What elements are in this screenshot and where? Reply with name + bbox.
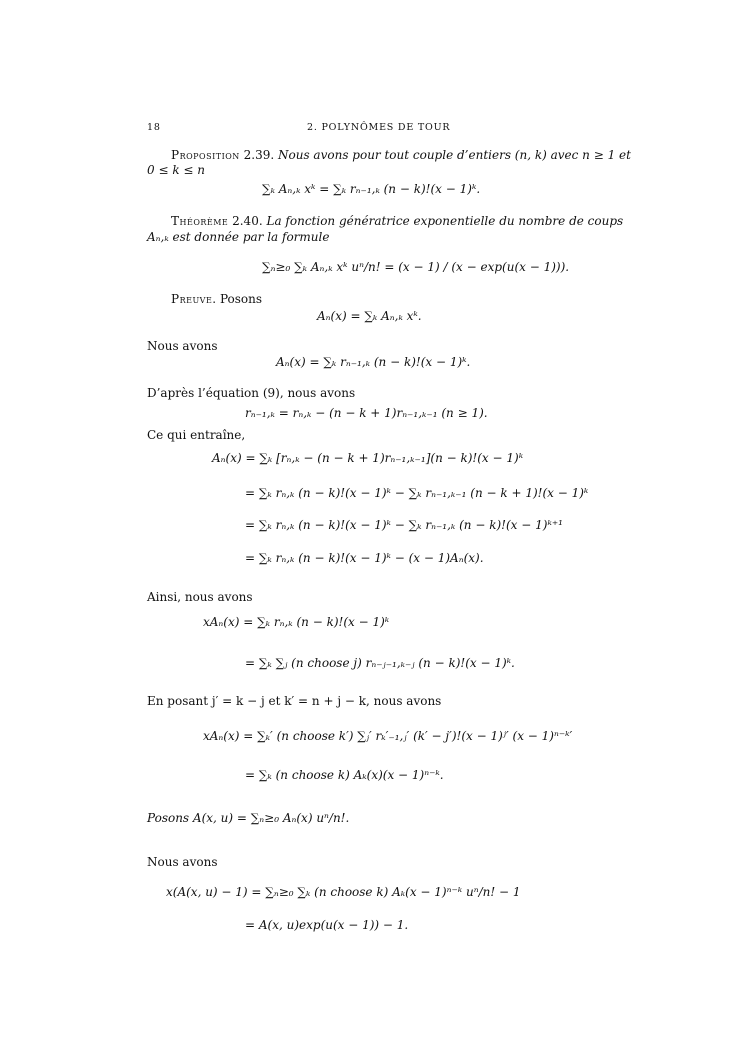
proof-chain2-line: xAₙ(x) = ∑ₖ rₙ,ₖ (n − k)!(x − 1)ᵏ [203, 615, 390, 629]
proof-chain-line: = ∑ₖ rₙ,ₖ (n − k)!(x − 1)ᵏ − ∑ₖ rₙ₋₁,ₖ (n − k)!(x − 1)ᵏ⁺¹ [245, 518, 563, 532]
proof-chain3-line: xAₙ(x) = ∑ₖ′ (n choose k′) ∑ⱼ′ rₖ′₋₁,ⱼ′ (k′ − j′)!(x − 1)ʲ′ (x − 1)ⁿ⁻ᵏ′ [203, 729, 573, 743]
proof-chain-line: = ∑ₖ rₙ,ₖ (n − k)!(x − 1)ᵏ − ∑ₖ rₙ₋₁,ₖ₋₁ (n − k + 1)!(x − 1)ᵏ [245, 486, 589, 500]
proposition-heading [171, 148, 631, 162]
theorem-label: Théorème [171, 214, 229, 228]
theorem-formula: ∑ₙ≥₀ ∑ₖ Aₙ,ₖ xᵏ uⁿ/n! = (x − 1) / (x − exp(u(x − 1))). [262, 260, 570, 274]
proof-chain2-line: = ∑ₖ ∑ⱼ (n choose j) rₙ₋ⱼ₋₁,ₖ₋ⱼ (n − k)!(x − 1)ᵏ. [245, 656, 515, 670]
proposition-label: Proposition [171, 148, 240, 162]
proposition-formula: ∑ₖ Aₙ,ₖ xᵏ = ∑ₖ rₙ₋₁,ₖ (n − k)!(x − 1)ᵏ. [262, 182, 481, 196]
theorem-statement-cont: Aₙ,ₖ est donnée par la formule [147, 230, 330, 244]
proof-en-posant: En posant j′ = k − j et k′ = n + j − k, nous avons [147, 694, 442, 708]
proof-ainsi: Ainsi, nous avons [147, 590, 253, 604]
proof-posons-A: Posons A(x, u) = ∑ₙ≥₀ Aₙ(x) uⁿ/n!. [147, 811, 350, 825]
proof-chain-line: = ∑ₖ rₙ,ₖ (n − k)!(x − 1)ᵏ − (x − 1)Aₙ(x). [245, 551, 484, 565]
theorem-statement: La fonction génératrice exponentielle du nombre de coups [266, 214, 624, 228]
proof-intro: Posons [219, 292, 263, 306]
proof-dapres: D’après l’équation (9), nous avons [147, 386, 356, 400]
proof-chain4-line: x(A(x, u) − 1) = ∑ₙ≥₀ ∑ₖ (n choose k) Aₖ(x − 1)ⁿ⁻ᵏ uⁿ/n! − 1 [166, 885, 521, 899]
proof-label: Preuve [171, 292, 213, 306]
proposition-statement-cont: 0 ≤ k ≤ n [147, 163, 206, 177]
proof-chain3-line: = ∑ₖ (n choose k) Aₖ(x)(x − 1)ⁿ⁻ᵏ. [245, 768, 444, 782]
theorem-number: 2.40. [232, 214, 263, 228]
proposition-statement: Nous avons pour tout couple d’entiers (n, k) avec n ≥ 1 et [278, 148, 631, 162]
proof-nous-avons-1: Nous avons [147, 339, 218, 353]
theorem-heading [171, 214, 623, 228]
proof-heading: Preuve. Posons [171, 292, 263, 306]
proof-formula-1: Aₙ(x) = ∑ₖ rₙ₋₁,ₖ (n − k)!(x − 1)ᵏ. [276, 355, 471, 369]
proof-recurrence: rₙ₋₁,ₖ = rₙ,ₖ − (n − k + 1)rₙ₋₁,ₖ₋₁ (n ≥ 1). [245, 406, 488, 420]
proof-chain4-line: = A(x, u)exp(u(x − 1)) − 1. [245, 918, 409, 932]
proof-nous-avons-2: Nous avons [147, 855, 218, 869]
running-title: 2. POLYNÔMES DE TOUR [307, 122, 451, 133]
proof-ce-qui: Ce qui entraîne, [147, 428, 246, 442]
proof-def-formula: Aₙ(x) = ∑ₖ Aₙ,ₖ xᵏ. [317, 309, 422, 323]
proposition-number: 2.39. [243, 148, 275, 162]
proof-chain-line: Aₙ(x) = ∑ₖ [rₙ,ₖ − (n − k + 1)rₙ₋₁,ₖ₋₁](n − k)!(x − 1)ᵏ [212, 451, 524, 465]
page-number: 18 [147, 122, 161, 133]
